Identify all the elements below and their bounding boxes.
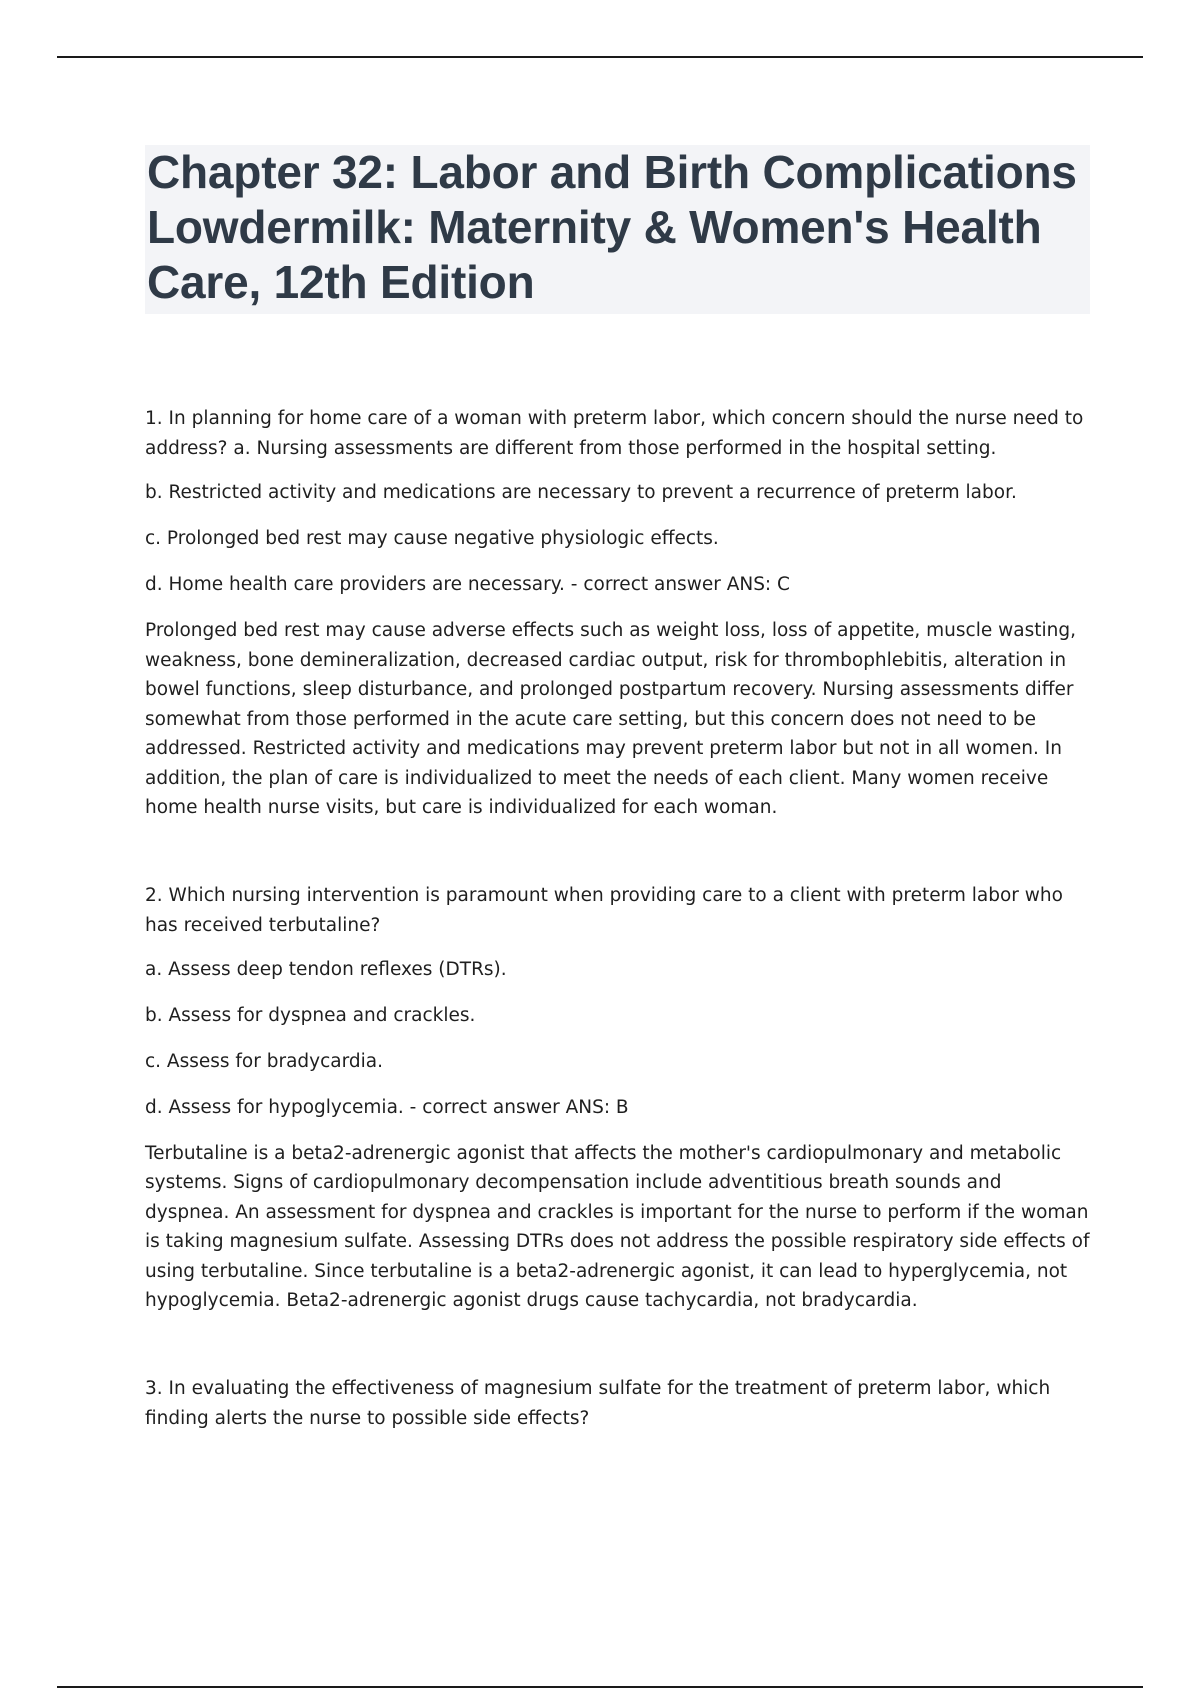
question-list	[145, 404, 1090, 1434]
question-2-rationale: Terbutaline is a beta2-adrenergic agonist that affects the mother's cardiopulmonary and metabolic systems. Signs of cardiopulmonary decompensation include adventitious breath sounds and dyspnea. An assessment for dyspnea and crackles is important for the nurse to perform if the woman is taking magnesium sulfate. Assessing DTRs does not address the possible respiratory side effects of using terbutaline. Since terbutaline is a beta2-adrenergic agonist, it can lead to hyperglycemia, not hypoglycemia. Beta2-adrenergic agonist drugs cause tachycardia, not bradycardia.	[145, 1142, 1090, 1311]
question-2-option-b: b. Assess for dyspnea and crackles.	[145, 1004, 476, 1026]
bottom-page-rule	[57, 1686, 1143, 1688]
title-banner	[145, 145, 1090, 314]
question-3-stem: 3. In evaluating the effectiveness of magnesium sulfate for the treatment of preterm labor, which finding alerts the nurse to possible side effects?	[145, 1377, 1051, 1429]
question-2-option-d: d. Assess for hypoglycemia. - correct answer ANS: B	[145, 1096, 629, 1118]
document-title: Chapter 32: Labor and Birth Complications Lowdermilk: Maternity & Women's Health Care, 12th Edition	[147, 146, 1077, 308]
question-3	[145, 1374, 1090, 1434]
question-2-option-a: a. Assess deep tendon reflexes (DTRs).	[145, 958, 507, 980]
top-page-rule	[57, 56, 1143, 58]
question-1	[145, 404, 1090, 823]
question-2-stem: 2. Which nursing intervention is paramount when providing care to a client with preterm labor who has received terbutaline?	[145, 884, 1063, 936]
question-1-option-d: d. Home health care providers are necessary. - correct answer ANS: C	[145, 574, 790, 595]
document-content	[145, 145, 1090, 1492]
question-1-option-c: c. Prolonged bed rest may cause negative physiologic effects.	[145, 528, 719, 549]
question-1-stem: 1. In planning for home care of a woman with preterm labor, which concern should the nurse need to address? a. Nursing assessments are different from those performed in the hospital setting.	[145, 408, 1084, 459]
question-2	[145, 881, 1090, 1316]
question-1-rationale: Prolonged bed rest may cause adverse effects such as weight loss, loss of appetite, muscle wasting, weakness, bone demineralization, decreased cardiac output, risk for thrombophlebitis, alteration in bowel functions, sleep disturbance, and prolonged postpartum recovery. Nursing assessments differ somewhat from those performed in the acute care setting, but this concern does not need to be addressed. Restricted activity and medications may prevent preterm labor but not in all women. In addition, the plan of care is individualized to meet the needs of each client. Many women receive home health nurse visits, but care is individualized for each woman.	[145, 620, 1076, 818]
question-2-option-c: c. Assess for bradycardia.	[145, 1050, 383, 1072]
question-1-option-b: b. Restricted activity and medications are necessary to prevent a recurrence of preterm labor.	[145, 482, 1017, 503]
